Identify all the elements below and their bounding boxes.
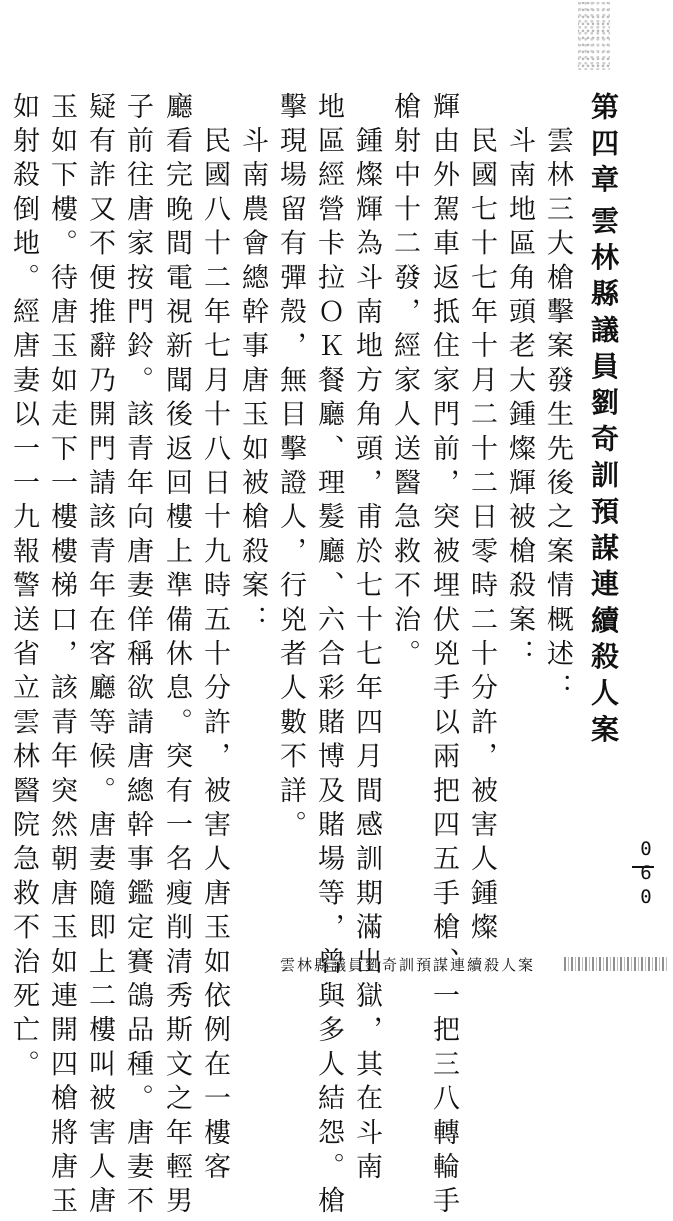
text-column-12: 子前往唐家按門鈴。該青年向唐妻佯稱欲請唐總幹事鑑定賽鴿品種。唐妻不	[122, 92, 153, 1221]
text-column-6: 鍾燦輝為斗南地方角頭，甫於七十七年四月間感訓期滿出獄，其在斗南	[351, 92, 382, 1187]
text-column-2: 斗南地區角頭老大鍾燦輝被槍殺案：	[504, 92, 535, 674]
text-column-11: 廳看完晚間電視新聞後返回樓上準備休息。突有一名瘦削清秀斯文之年輕男	[161, 92, 192, 1221]
chapter-title: 雲林縣議員劉奇訓預謀連續殺人案	[587, 206, 620, 751]
text-column-10: 民國八十二年七月十八日十九時五十分許，被害人唐玉如依例在一樓客	[199, 92, 230, 1187]
running-footer: 雲林縣議員劉奇訓預謀連續殺人案	[280, 956, 536, 974]
text-column-5: 槍射中十二發，經家人送醫急救不治。	[389, 92, 420, 674]
corner-ornament	[578, 2, 610, 70]
page-number: 060	[635, 838, 657, 910]
text-column-4: 輝由外駕車返抵住家門前，突被埋伏兇手以兩把四五手槍、一把三八轉輪手	[428, 92, 459, 1221]
text-column-8: 擊現場留有彈殼，無目擊證人，行兇者人數不詳。	[275, 92, 306, 845]
text-column-9: 斗南農會總幹事唐玉如被槍殺案：	[237, 92, 268, 640]
text-column-1: 雲林三大槍擊案發生先後之案情概述：	[542, 92, 573, 708]
chapter-heading: 第四章	[587, 92, 620, 201]
text-column-7: 地區經營卡拉ＯＫ餐廳、理髮廳、六合彩賭博及賭場等，曾與多人結怨。槍	[313, 92, 344, 1221]
footer-ornament	[564, 957, 669, 971]
text-column-14: 玉如下樓。待唐玉如走下一樓樓梯口，該青年突然朝唐玉如連開四槍將唐玉	[46, 92, 77, 1221]
text-column-3: 民國七十七年十月二十二日零時二十分許，被害人鍾燦	[466, 92, 497, 947]
text-column-13: 疑有詐又不便推辭乃開門請該青年在客廳等候。唐妻隨即上二樓叫被害人唐	[84, 92, 115, 1221]
text-column-15: 如射殺倒地。經唐妻以一一九報警送省立雲林醫院急救不治死亡。	[8, 92, 39, 1084]
